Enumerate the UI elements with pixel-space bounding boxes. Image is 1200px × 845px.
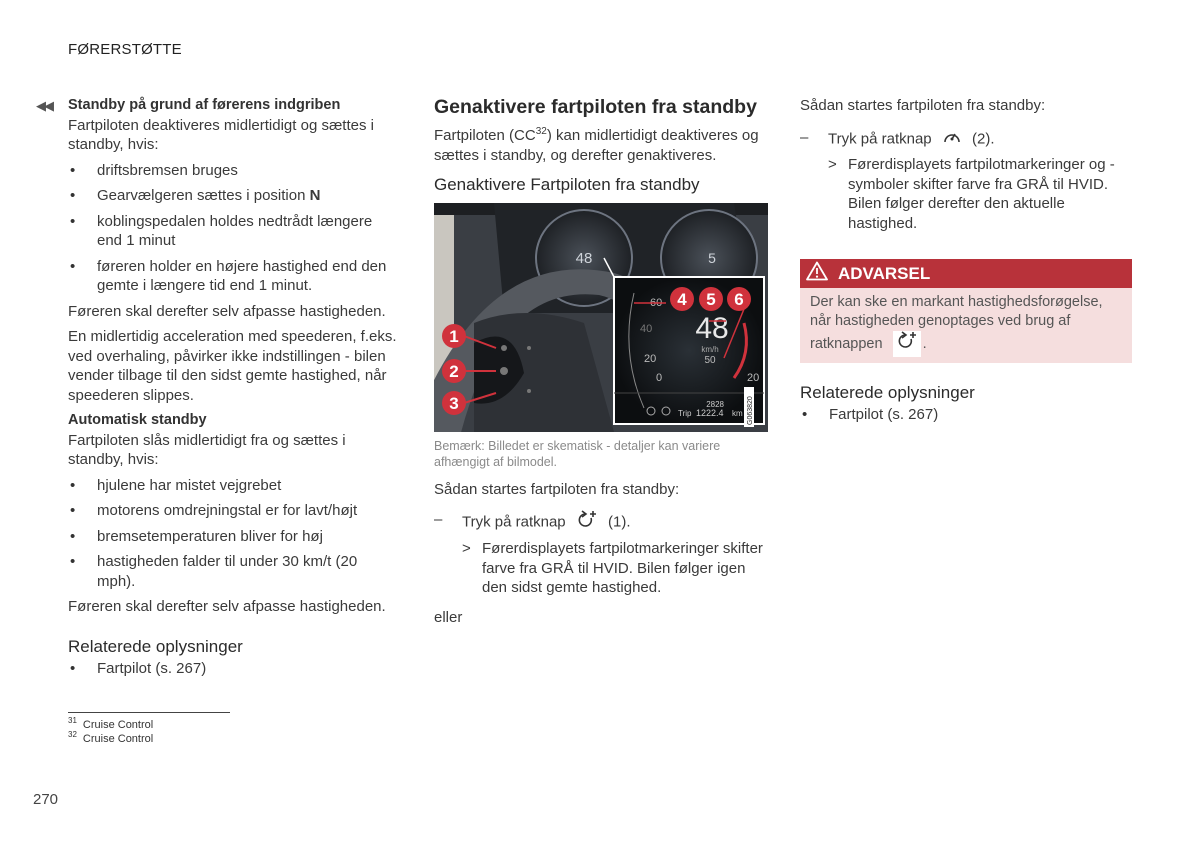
related-list: [800, 405, 1132, 425]
resume-cruise-icon: [576, 510, 598, 536]
intro-text: [434, 126, 768, 165]
acceleration-note: En midlertidig acceleration med speederen, f.eks. ved overhaling, påvirker ikke indstillingen - bilen vender tilbage til den sidst gemte hastighed, når speederen slippes.: [68, 328, 397, 404]
zoom-speed: 48: [695, 312, 729, 345]
warning-end: .: [922, 335, 927, 352]
step: [800, 128, 1132, 152]
related-title: Relaterede oplysninger: [800, 383, 975, 402]
trip-label: Trip: [678, 409, 692, 418]
callout-4: [670, 287, 694, 311]
list-item: • føreren holder en højere hastighed end den gemte i længere tid end 1 minut.: [68, 257, 398, 296]
zoom-unit: km/h: [701, 345, 719, 354]
step-result: [434, 539, 768, 598]
section-header: FØRERSTØTTE: [68, 41, 182, 58]
gear-position: N: [309, 187, 321, 204]
step-ref: (1).: [608, 513, 631, 531]
footnote-number: 31: [68, 716, 77, 726]
speedometer-icon: [942, 128, 962, 152]
footnote-number: 32: [68, 730, 77, 740]
step: [434, 510, 768, 536]
dash-marker: –: [800, 128, 809, 146]
start-intro: Sådan startes fartpiloten fra standby:: [800, 97, 1046, 114]
image-code: G063820: [747, 396, 754, 425]
svg-text:2: 2: [449, 362, 459, 381]
list-item: • hjulene har mistet vejgrebet: [68, 476, 398, 496]
instrument-illustration: [434, 203, 768, 432]
resume-cruise-icon: [893, 331, 921, 357]
list-item-text: Gearvælgeren sættes i position: [97, 187, 306, 204]
result-marker: >: [462, 540, 471, 557]
after-standby-text: Føreren skal derefter selv afpasse hastigheden.: [68, 302, 386, 320]
list-item: • hastigheden falder til under 30 km/t (20 mph).: [68, 552, 398, 591]
column-right: [800, 96, 1132, 431]
related-title: Relaterede oplysninger: [68, 636, 243, 656]
callout-6: [727, 287, 751, 311]
intro-text-part: ) kan midlertidigt deaktiveres og sættes i standby, og derefter genaktiveres.: [434, 127, 759, 164]
zoom-tick: 40: [640, 323, 653, 335]
warning-header: [800, 259, 1132, 288]
standby-title: Standby på grund af førerens indgriben: [68, 97, 341, 113]
start-intro: Sådan startes fartpiloten fra standby:: [434, 481, 680, 498]
trip-value: 1222.4: [696, 408, 724, 418]
svg-text:5: 5: [706, 290, 716, 309]
svg-text:3: 3: [449, 394, 459, 413]
standby-list: [68, 161, 398, 296]
list-item: • driftsbremsen bruges: [68, 161, 398, 181]
footnote: [68, 718, 230, 732]
standby-intro: Fartpiloten deaktiveres midlertidigt og sættes i standby, hvis:: [68, 116, 374, 153]
dash-marker: –: [434, 510, 443, 528]
svg-text:6: 6: [734, 290, 744, 309]
related-list: [68, 659, 398, 679]
step-result: [800, 155, 1132, 233]
intro-text-part: Fartpiloten (CC: [434, 127, 536, 144]
continued-marker-icon: ◀◀: [36, 98, 52, 113]
warning-box: [800, 259, 1132, 363]
related-link[interactable]: • Fartpilot (s. 267): [800, 405, 1132, 425]
trip-unit: km: [732, 409, 743, 418]
sub-heading: Genaktivere Fartpiloten fra standby: [434, 175, 700, 194]
column-middle: [434, 96, 768, 633]
list-item: • motorens omdrejningstal er for lavt/højt: [68, 501, 398, 521]
footnote-ref[interactable]: 32: [535, 126, 547, 137]
or-text: eller: [434, 608, 463, 626]
result-text: Førerdisplayets fartpilotmarkeringer skifter farve fra GRÅ til HVID. Bilen følger igen den sidst gemte hastighed.: [482, 540, 763, 596]
result-text: Førerdisplayets fartpilotmarkeringer og -symboler skifter farve fra GRÅ til HVID. Bilen følger derefter den aktuelle hastighed.: [848, 156, 1115, 232]
list-item: [68, 186, 398, 206]
zoom-tick: 20: [644, 353, 657, 365]
zoom-tick: 20: [747, 372, 760, 384]
page-number: 270: [33, 791, 59, 808]
list-item: • koblingspedalen holdes nedtrådt længere end 1 minut: [68, 212, 398, 251]
svg-text:1: 1: [449, 327, 459, 346]
footnote-text: Cruise Control: [82, 733, 154, 745]
step-text: Tryk på ratknap: [462, 513, 566, 531]
gauge-right-value: 5: [708, 250, 716, 266]
step-ref: (2).: [972, 130, 995, 148]
warning-body: [800, 288, 1132, 363]
footnote-text: Cruise Control: [82, 719, 154, 731]
figure-caption: Bemærk: Billedet er skematisk - detaljer kan variere afhængigt af bilmodel.: [434, 439, 721, 469]
svg-text:4: 4: [677, 290, 687, 309]
related-link[interactable]: • Fartpilot (s. 267): [68, 659, 398, 679]
main-heading: Genaktivere fartpiloten fra standby: [434, 96, 757, 118]
warning-title: ADVARSEL: [838, 263, 931, 283]
odometer-value: 2828: [706, 400, 724, 409]
auto-standby-title: Automatisk standby: [68, 412, 207, 428]
column-left: [36, 96, 398, 684]
auto-standby-intro: Fartpiloten slås midlertidigt fra og sættes i standby, hvis:: [68, 431, 346, 468]
result-marker: >: [828, 156, 837, 173]
zoom-tick: 60: [650, 297, 663, 309]
warning-triangle-icon: [806, 261, 828, 286]
footnotes: [68, 712, 230, 746]
instrument-figure: [434, 203, 768, 432]
auto-standby-list: [68, 476, 398, 592]
footnote: [68, 732, 230, 746]
warning-text: Der kan ske en markant hastighedsforøgelse, når hastigheden genoptages ved brug af ratknappen: [810, 294, 1103, 352]
step-text: Tryk på ratknap: [828, 130, 932, 148]
list-item: • bremsetemperaturen bliver for høj: [68, 527, 398, 547]
zoom-tick: 0: [656, 372, 663, 384]
gauge-left-value: 48: [575, 250, 593, 267]
callout-5: [699, 287, 723, 311]
after-auto-text: Føreren skal derefter selv afpasse hastigheden.: [68, 598, 386, 615]
zoom-target: 50: [704, 355, 716, 366]
